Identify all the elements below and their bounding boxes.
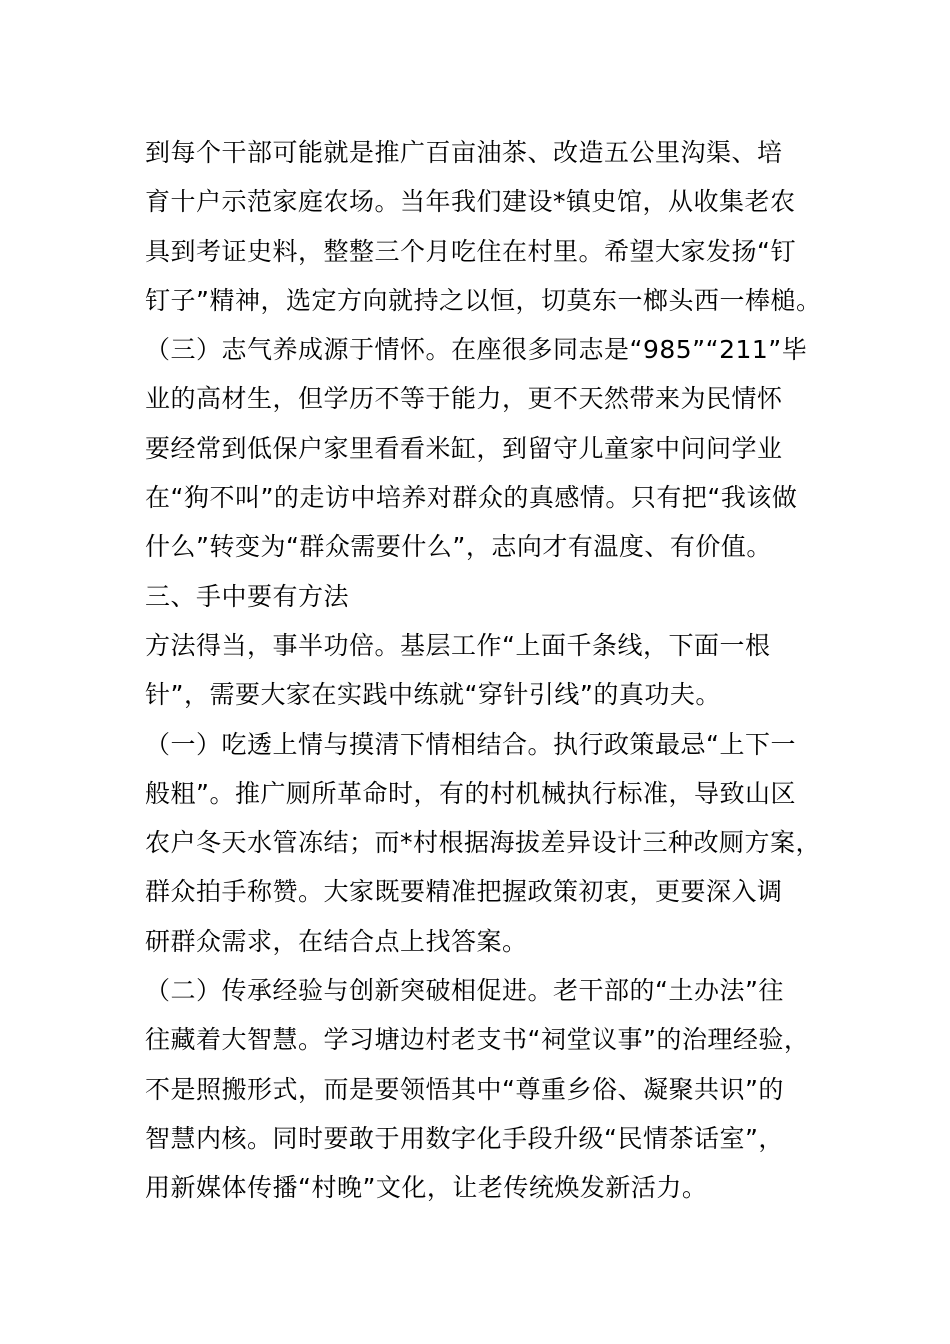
text-line-18: （二）传承经验与创新突破相促进。老干部的“土办法”往 <box>145 976 784 1006</box>
text-line-16: 群众拍手称赞。大家既要精准把握政策初衷，更要深入调 <box>145 877 783 907</box>
text-line-3: 具到考证史料，整整三个月吃住在村里。希望大家发扬“钉 <box>145 236 796 266</box>
text-line-19: 往藏着大智慧。学习塘边村老支书“祠堂议事”的治理经验， <box>145 1025 810 1055</box>
text-line-22: 用新媒体传播“村晚”文化，让老传统焕发新活力。 <box>145 1173 708 1203</box>
text-line-8: 在“狗不叫”的走访中培养对群众的真感情。只有把“我该做 <box>145 483 798 513</box>
text-line-13: （一）吃透上情与摸清下情相结合。执行政策最忌“上下一 <box>145 729 796 759</box>
text-line-6: 业的高材生，但学历不等于能力，更不天然带来为民情怀 <box>145 384 783 414</box>
text-line-11: 方法得当，事半功倍。基层工作“上面千条线，下面一根 <box>145 630 771 660</box>
text-line-12: 针”，需要大家在实践中练就“穿针引线”的真功夫。 <box>145 680 721 710</box>
text-line-20: 不是照搬形式，而是要领悟其中“尊重乡俗、凝聚共识”的 <box>145 1074 784 1104</box>
text-line-14: 般粗”。推广厕所革命时，有的村机械执行标准，导致山区 <box>145 778 796 808</box>
section-heading: 三、手中要有方法 <box>145 581 350 611</box>
text-line-21: 智慧内核。同时要敢于用数字化手段升级“民情茶话室”， <box>145 1123 784 1153</box>
text-line-17: 研群众需求，在结合点上找答案。 <box>145 926 528 956</box>
text-line-9: 什么”转变为“群众需要什么”，志向才有温度、有价值。 <box>145 532 772 562</box>
text-line-7: 要经常到低保户家里看看米缸，到留守儿童家中问问学业 <box>145 433 783 463</box>
body-text <box>145 128 845 1213</box>
text-line-1: 到每个干部可能就是推广百亩油茶、改造五公里沟渠、培 <box>145 138 783 167</box>
text-line-4: 钉子”精神，选定方向就持之以恒，切莫东一榔头西一棒槌。 <box>145 285 822 315</box>
text-line-5: （三）志气养成源于情怀。在座很多同志是“985”“211”毕 <box>145 335 808 365</box>
text-line-2: 育十户示范家庭农场。当年我们建设*镇史馆，从收集老农 <box>145 187 796 217</box>
text-line-15: 农户冬天水管冻结；而*村根据海拔差异设计三种改厕方案， <box>145 828 822 858</box>
